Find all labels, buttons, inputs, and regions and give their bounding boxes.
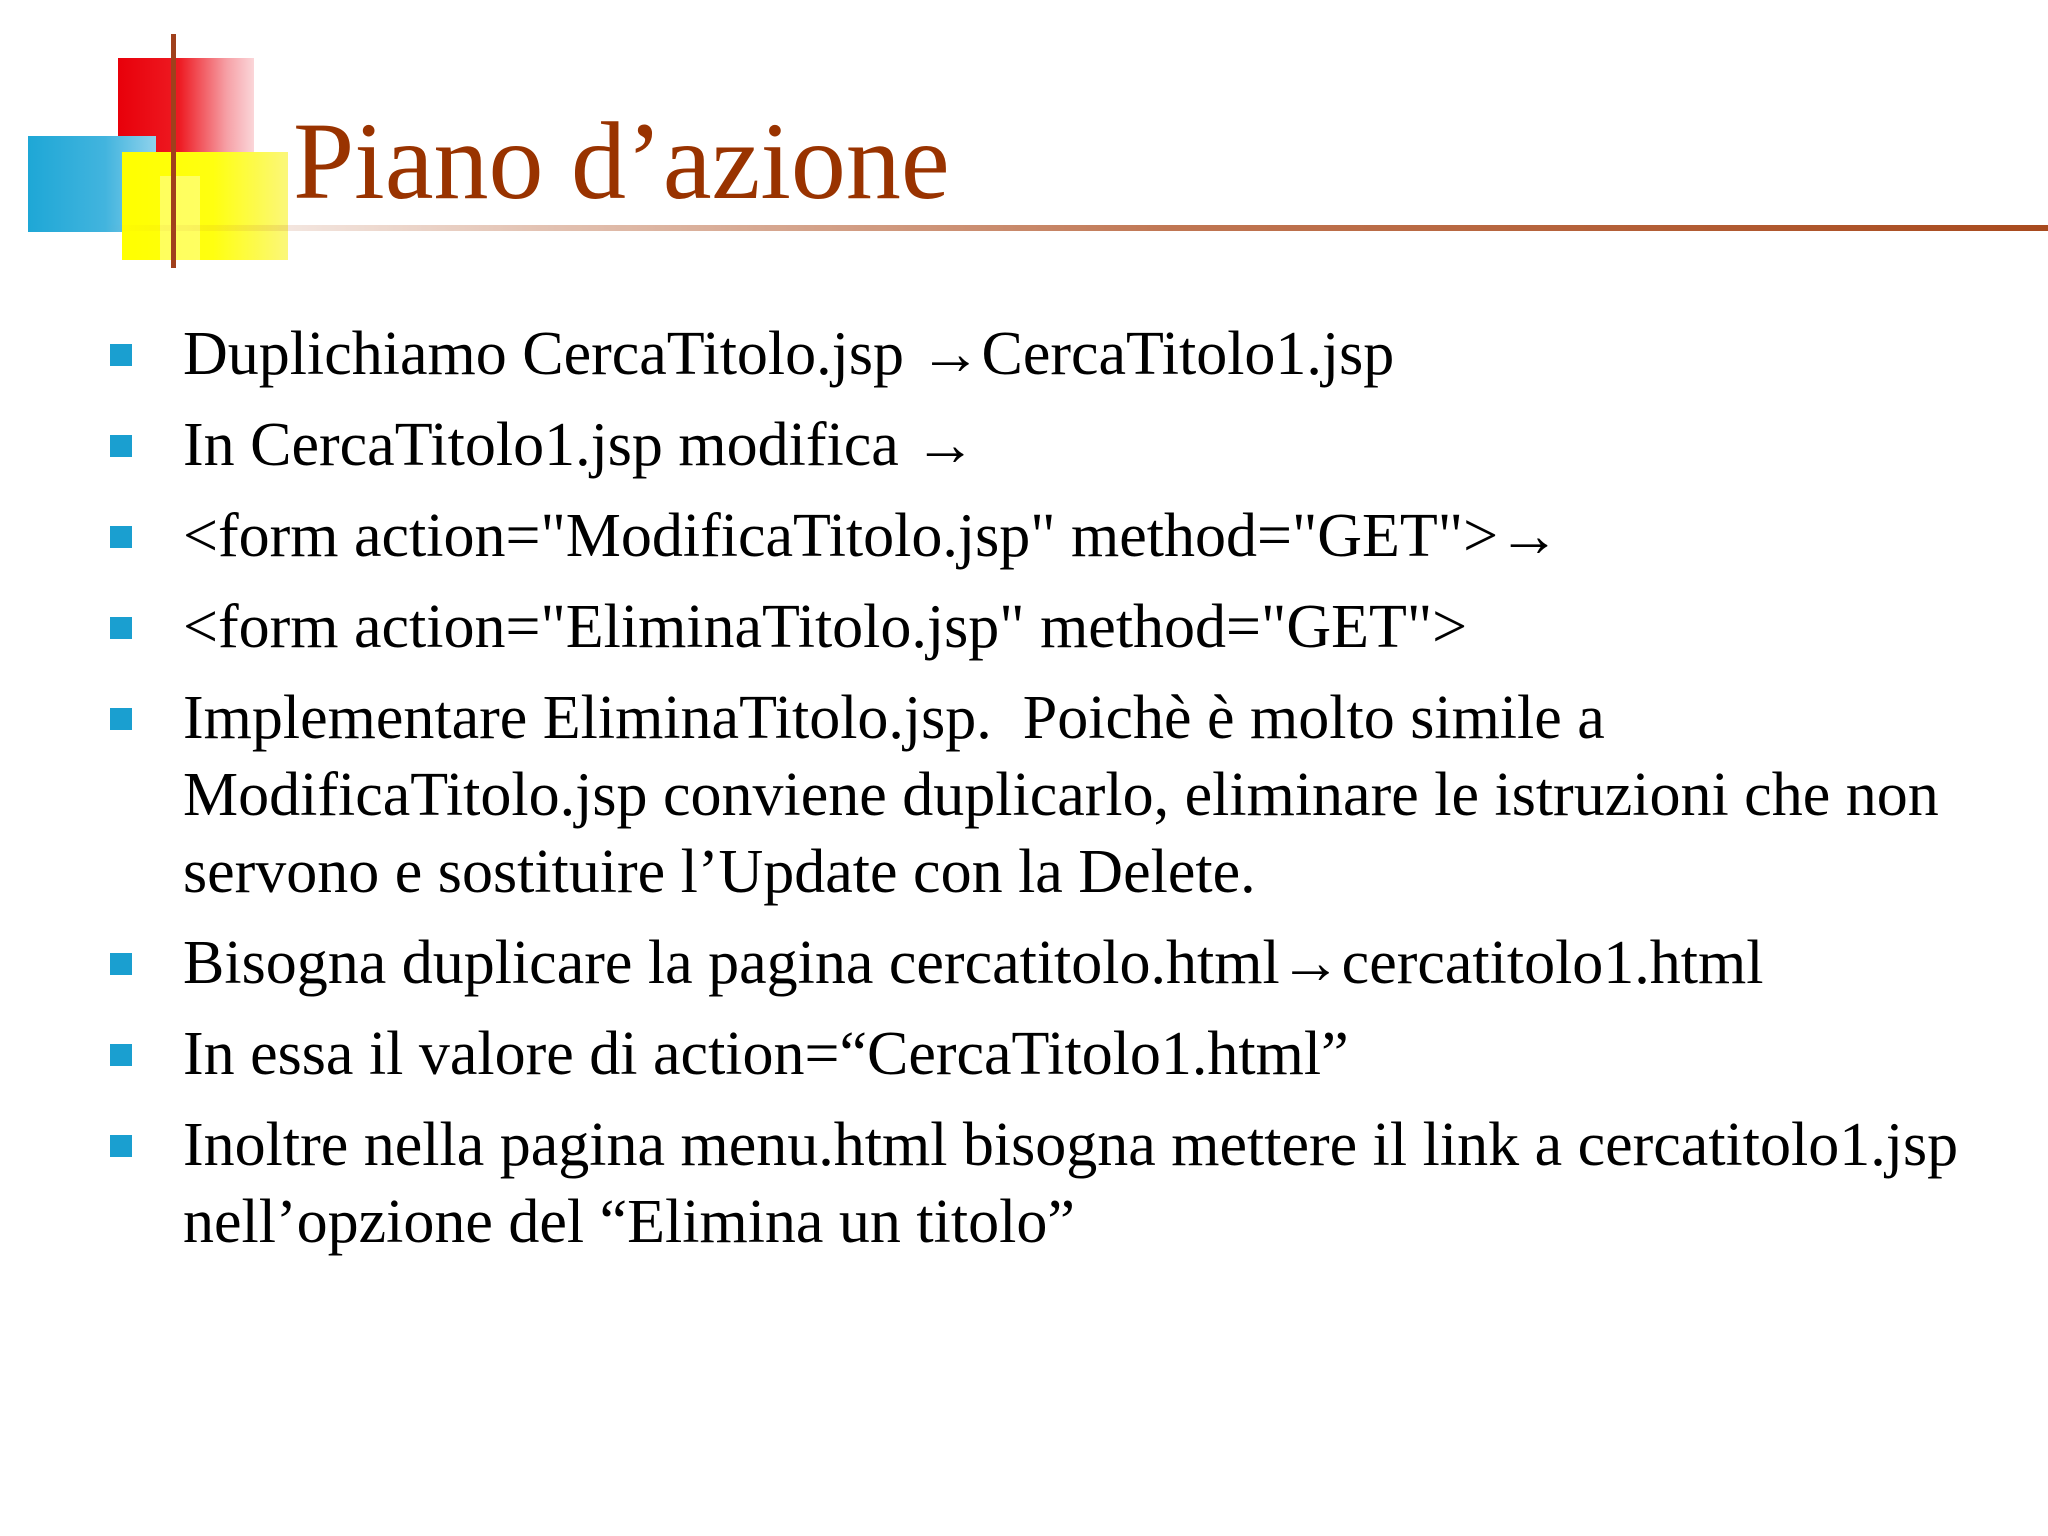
square-bullet-icon bbox=[110, 526, 132, 548]
bullet-item bbox=[0, 498, 2048, 575]
bullet-text: <form action="EliminaTitolo.jsp" method="GET"> bbox=[183, 593, 1468, 661]
bullet-item bbox=[0, 589, 2048, 666]
vertical-rule bbox=[171, 34, 176, 268]
bullet-text: Duplichiamo CercaTitolo.jsp →CercaTitolo1.jsp bbox=[183, 320, 1395, 388]
bullet-item bbox=[0, 1016, 2048, 1093]
square-bullet-icon bbox=[110, 617, 132, 639]
square-bullet-icon bbox=[110, 708, 132, 730]
highlight-strip bbox=[160, 176, 200, 260]
bullet-text: Implementare EliminaTitolo.jsp. Poichè è molto simile a ModificaTitolo.jsp conviene duplicarlo, eliminare le istruzioni che non servono e sostituire l’Update con la Delete. bbox=[183, 684, 1955, 906]
square-bullet-icon bbox=[110, 344, 132, 366]
slide-title: Piano d’azione bbox=[293, 100, 950, 222]
bullet-text: In CercaTitolo1.jsp modifica → bbox=[183, 411, 977, 479]
bullet-item bbox=[0, 925, 2048, 1002]
bullet-item bbox=[0, 407, 2048, 484]
bullet-text: Bisogna duplicare la pagina cercatitolo.html→cercatitolo1.html bbox=[183, 929, 1764, 997]
bullet-text: <form action="ModificaTitolo.jsp" method="GET">→ bbox=[183, 502, 1561, 570]
bullet-text: In essa il valore di action=“CercaTitolo1.html” bbox=[183, 1020, 1349, 1088]
bullet-item bbox=[0, 680, 2048, 911]
square-bullet-icon bbox=[110, 435, 132, 457]
bullet-text: Inoltre nella pagina menu.html bisogna mettere il link a cercatitolo1.jsp nell’opzione del “Elimina un titolo” bbox=[183, 1111, 1974, 1256]
bullet-item bbox=[0, 316, 2048, 393]
square-bullet-icon bbox=[110, 1044, 132, 1066]
bullet-item bbox=[0, 1107, 2048, 1261]
square-bullet-icon bbox=[110, 953, 132, 975]
bullet-list bbox=[0, 316, 2048, 1275]
decorative-squares-logo bbox=[0, 0, 300, 280]
title-underline-rule bbox=[104, 225, 2048, 231]
yellow-square bbox=[122, 152, 288, 260]
square-bullet-icon bbox=[110, 1135, 132, 1157]
